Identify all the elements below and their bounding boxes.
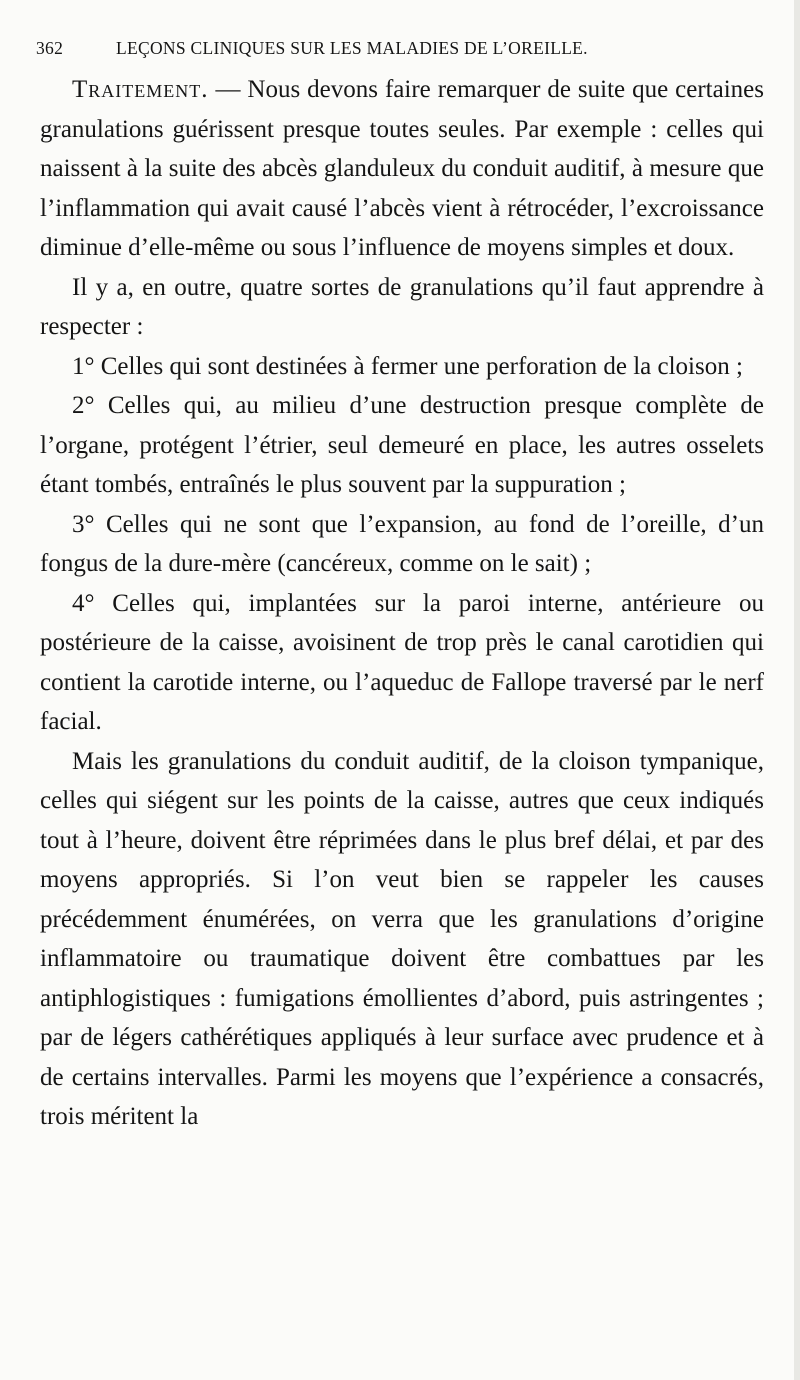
- section-lead: Traitement.: [72, 76, 209, 103]
- paragraph-text: — Nous devons faire remarquer de suite que certaines granulations guérissent presque toutes seules. Par exemple : celles qui naissent à la suite des abcès glanduleux du conduit auditif, à mesure que l’inflammation qui avait causé l’abcès vient à rétrocéder, l’excroissance diminue d’elle-même ou sous l’influence de moyens simples et doux.: [40, 76, 764, 261]
- list-item-2: 2° Celles qui, au milieu d’une destruction presque complète de l’organe, protégent l’étrier, seul demeuré en place, les autres osselets étant tombés, entraînés le plus souvent par la suppuration ;: [40, 392, 764, 498]
- page-number: 362: [36, 38, 64, 58]
- paragraph-traitement: [40, 70, 764, 268]
- paragraph-quatre-sortes: Il y a, en outre, quatre sortes de granulations qu’il faut apprendre à respecter :: [40, 273, 764, 340]
- running-title: LEÇONS CLINIQUES SUR LES MALADIES DE L’OREILLE.: [116, 38, 588, 58]
- list-item-1: 1° Celles qui sont destinées à fermer une perforation de la cloison ;: [72, 352, 743, 380]
- list-item-4: 4° Celles qui, implantées sur la paroi interne, antérieure ou postérieure de la caisse, avoisinent de trop près le canal carotidien qui contient la carotide interne, ou l’aqueduc de Fallope traversé par le nerf facial.: [40, 589, 764, 735]
- page-edge: [794, 0, 800, 1380]
- running-header: [36, 38, 766, 60]
- paragraph-mais: Mais les granulations du conduit auditif, de la cloison tympanique, celles qui siégent sur les points de la caisse, autres que ceux indiqués tout à l’heure, doivent être réprimées dans le plus bref délai, et par des moyens appropriés. Si l’on veut bien se rappeler les causes précédemment énumérées, on verra que les granulations d’origine inflammatoire ou traumatique doivent être combattues par les antiphlogistiques : fumigations émollientes d’abord, puis astringentes ; par de légers cathérétiques appliqués à leur surface avec prudence et à de certains intervalles. Parmi les moyens que l’expérience a consacrés, trois méritent la: [40, 747, 764, 1130]
- list-item-3: 3° Celles qui ne sont que l’expansion, au fond de l’oreille, d’un fongus de la dure-mère (cancéreux, comme on le sait) ;: [40, 510, 764, 577]
- body-text: [40, 70, 764, 1137]
